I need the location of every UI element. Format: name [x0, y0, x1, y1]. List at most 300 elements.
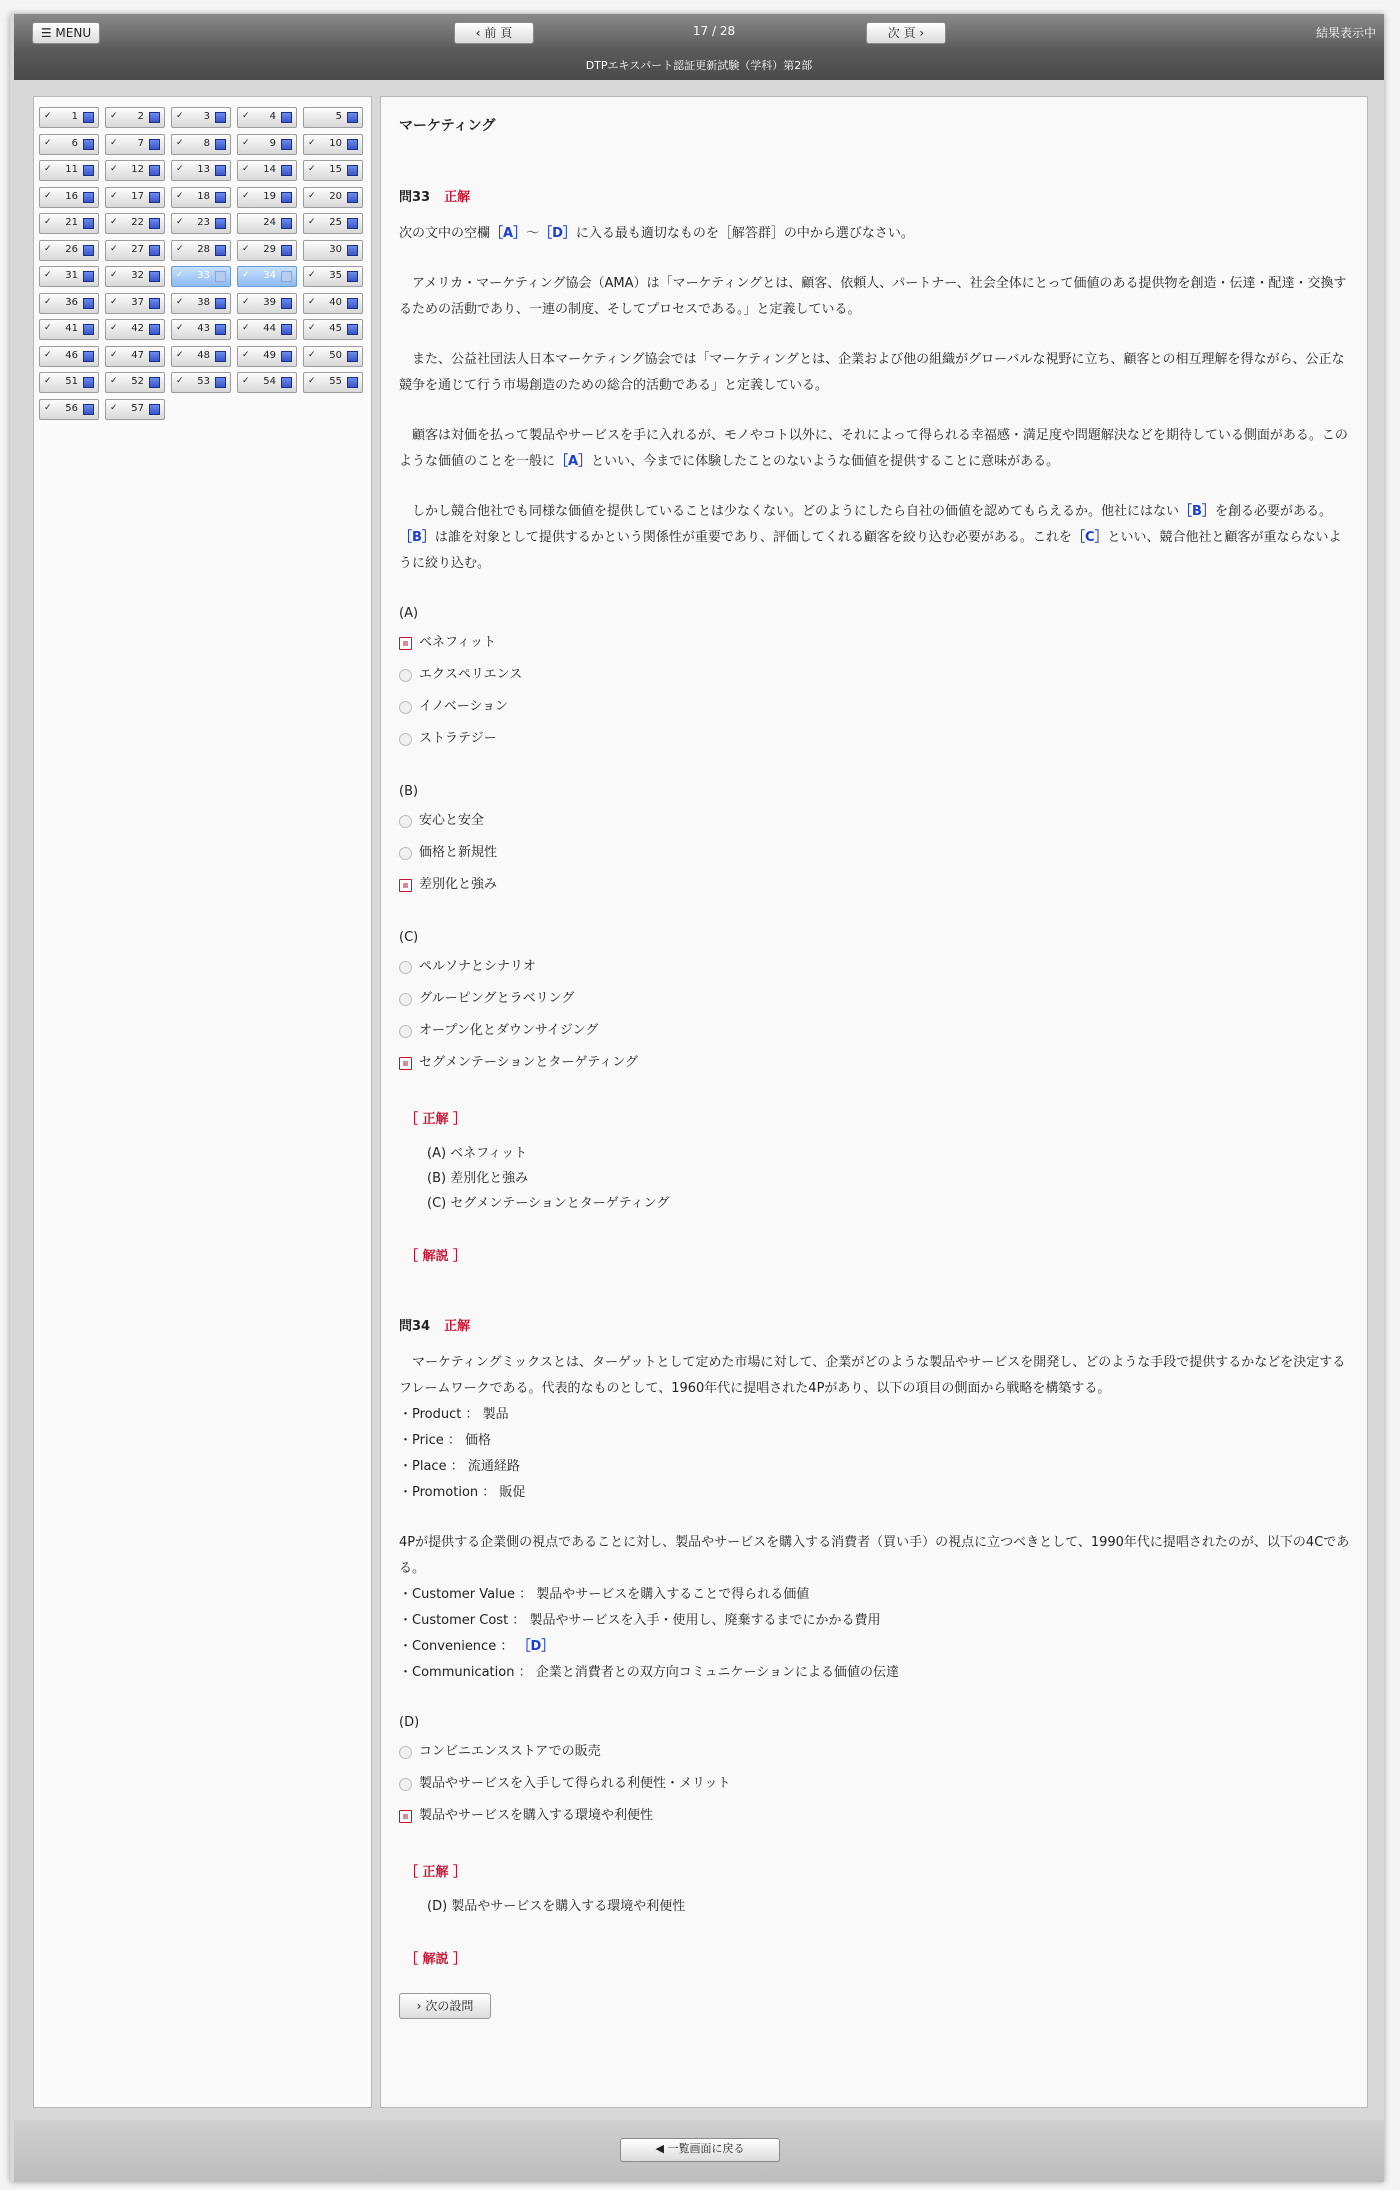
- question-number: 28: [197, 243, 210, 255]
- flag-icon[interactable]: [149, 218, 160, 229]
- question-number: 27: [131, 243, 144, 255]
- question-button[interactable]: [39, 372, 99, 393]
- check-icon: ✓: [242, 296, 250, 307]
- flag-icon[interactable]: [83, 377, 94, 388]
- question-button[interactable]: [303, 293, 363, 314]
- flag-icon[interactable]: [149, 112, 160, 123]
- question-button[interactable]: [39, 266, 99, 287]
- option-label: 安心と安全: [419, 813, 485, 828]
- question-button[interactable]: [237, 240, 297, 261]
- question-button[interactable]: [39, 134, 99, 155]
- question-button[interactable]: [105, 319, 165, 340]
- question-number: 1: [71, 111, 78, 122]
- flag-icon[interactable]: [281, 165, 292, 176]
- option-label: 製品やサービスを入手して得られる利便性・メリット: [419, 1776, 731, 1791]
- check-icon: ✓: [110, 164, 118, 174]
- menu-button[interactable]: ☰ MENU: [32, 22, 100, 44]
- check-icon: ✓: [44, 296, 52, 307]
- question-button[interactable]: [237, 372, 297, 393]
- question-button[interactable]: [303, 372, 363, 393]
- question-button[interactable]: [105, 160, 165, 181]
- blank-a: ［A］: [555, 454, 592, 469]
- question-number: 11: [65, 164, 78, 175]
- question-button[interactable]: [237, 266, 297, 287]
- check-icon: ✓: [308, 190, 316, 201]
- question-number: 4: [269, 111, 276, 122]
- flag-icon[interactable]: [347, 192, 358, 203]
- list-item: ・Communication ： 企業と消費者との双方向コミュニケーションによる価値の伝達: [399, 1665, 899, 1680]
- text: しかし競合他社でも同様な価値を提供していることは少なくない。どのようにしたら自社の価値を認めてもらえるか。他社にはない: [412, 504, 1180, 519]
- question-number: 51: [65, 376, 78, 387]
- check-icon: ✓: [110, 296, 118, 307]
- question-button[interactable]: [171, 187, 231, 208]
- question-number: 56: [65, 402, 78, 414]
- check-icon: ✓: [44, 190, 52, 201]
- flag-icon[interactable]: [149, 404, 160, 415]
- answer-line: (C) セグメンテーションとターゲティング: [427, 1196, 670, 1211]
- flag-icon[interactable]: [149, 271, 160, 282]
- flag-icon[interactable]: [281, 192, 292, 203]
- check-icon: ✓: [242, 243, 250, 254]
- question-button[interactable]: [39, 240, 99, 261]
- flag-icon[interactable]: [281, 298, 292, 309]
- question-button[interactable]: [237, 293, 297, 314]
- blank-c: ［C］: [1071, 530, 1108, 545]
- question-button[interactable]: [105, 293, 165, 314]
- question-number: 問33: [399, 190, 431, 205]
- check-icon: ✓: [44, 217, 52, 227]
- check-icon: ✓: [176, 296, 184, 307]
- question-button[interactable]: [303, 134, 363, 155]
- answer-heading: ［ 正解 ］: [405, 1112, 467, 1127]
- blank-d: ［D］: [539, 226, 576, 241]
- check-icon: ✓: [176, 349, 184, 360]
- text: 顧客は対価を払って製品やサービスを手に入れるが、モノやコト以外に、それによって得られる幸福感・満足度や問題解決などを期待している側面がある。このような価値のことを一般に: [399, 428, 1348, 469]
- option[interactable]: [399, 1800, 1351, 1832]
- question-number: 35: [329, 270, 342, 281]
- flag-icon[interactable]: [347, 351, 358, 362]
- question-button[interactable]: [105, 107, 165, 128]
- list-item: [399, 1634, 1351, 1660]
- question-number: 54: [263, 376, 276, 387]
- question-number: 22: [131, 217, 144, 228]
- paragraph: アメリカ・マーケティング協会（AMA）は「マーケティングとは、顧客、依頼人、パートナー、社会全体にとって価値のある提供物を創造・伝達・配達・交換するための活動であり、一連の制度、そしてプロセスである。」と定義している。: [399, 276, 1347, 317]
- paragraph: また、公益社団法人日本マーケティング協会では「マーケティングとは、企業および他の組織がグローバルな視野に立ち、顧客との相互理解を得ながら、公正な競争を通じて行う市場創造のための総合的活動である」と定義している。: [399, 352, 1345, 393]
- check-icon: ✓: [110, 111, 118, 121]
- question-header: [399, 185, 1351, 211]
- flag-icon[interactable]: [347, 218, 358, 229]
- question-number: 43: [197, 323, 210, 334]
- question-number: 19: [263, 190, 276, 202]
- check-icon: ✓: [110, 323, 118, 333]
- question-number: 29: [263, 243, 276, 255]
- radio-icon[interactable]: [399, 815, 412, 828]
- check-icon: ✓: [242, 270, 250, 280]
- flag-icon[interactable]: [281, 218, 292, 229]
- flag-icon[interactable]: [281, 351, 292, 362]
- flag-icon[interactable]: [149, 324, 160, 335]
- check-icon: ✓: [242, 190, 250, 201]
- question-number: 26: [65, 243, 78, 255]
- option[interactable]: [399, 983, 1351, 1015]
- list-item: ・Customer Value ： 製品やサービスを購入することで得られる価値: [399, 1587, 810, 1602]
- flag-icon[interactable]: [215, 271, 226, 282]
- question-number: 2: [137, 111, 144, 122]
- flag-icon[interactable]: [149, 165, 160, 176]
- option[interactable]: [399, 1047, 1351, 1079]
- question-number: 46: [65, 349, 78, 361]
- question-number: 48: [197, 349, 210, 361]
- option-label: オープン化とダウンサイジング: [419, 1023, 599, 1038]
- flag-icon[interactable]: [281, 271, 292, 282]
- option-label: コンビニエンスストアでの販売: [419, 1744, 601, 1759]
- flag-icon[interactable]: [347, 112, 358, 123]
- blank-d: ［D］: [517, 1639, 555, 1654]
- question-number: 38: [197, 296, 210, 308]
- question-button[interactable]: [171, 134, 231, 155]
- check-icon: ✓: [176, 323, 184, 333]
- radio-icon[interactable]: [399, 847, 412, 860]
- question-header: [399, 1314, 1351, 1340]
- flag-icon[interactable]: [347, 165, 358, 176]
- question-number: 6: [71, 137, 78, 149]
- flag-icon[interactable]: [149, 245, 160, 256]
- option-label: セグメンテーションとターゲティング: [419, 1055, 639, 1070]
- check-icon: ✓: [242, 323, 250, 333]
- list-item: ・Place ： 流通経路: [399, 1459, 520, 1474]
- flag-icon[interactable]: [83, 324, 94, 335]
- question-number: 8: [203, 137, 210, 149]
- question-number: 33: [197, 270, 210, 281]
- question-number: 40: [329, 296, 342, 308]
- flag-icon[interactable]: [83, 404, 94, 415]
- flag-icon[interactable]: [149, 298, 160, 309]
- question-button[interactable]: [105, 187, 165, 208]
- paragraph: マーケティングミックスとは、ターゲットとして定めた市場に対して、企業がどのような製品やサービスを開発し、どのような手段で提供するかなどを決定するフレームワークである。代表的なものとして、1960年代に提唱された4Pがあり、以下の項目の側面から戦略を構築する。: [399, 1355, 1346, 1396]
- check-icon: ✓: [44, 243, 52, 254]
- result-mode-label: 結果表示中: [1315, 26, 1376, 40]
- text: といい、今までに体験したことのないような価値を提供することに意味がある。: [591, 454, 1060, 469]
- question-button[interactable]: [237, 187, 297, 208]
- flag-icon[interactable]: [149, 139, 160, 150]
- button-label: 次の設問: [425, 1999, 474, 2013]
- question-button[interactable]: [171, 107, 231, 128]
- question-number: 17: [131, 190, 144, 202]
- question-button[interactable]: [171, 372, 231, 393]
- check-icon: ✓: [110, 137, 118, 148]
- text: といい、競合他社と顧客が重ならないように絞り込む。: [399, 530, 1342, 571]
- question-instruction: [399, 221, 1351, 247]
- answer-line: (A) ベネフィット: [427, 1146, 528, 1161]
- question-button[interactable]: [171, 266, 231, 287]
- check-icon: ✓: [308, 296, 316, 307]
- flag-icon[interactable]: [83, 271, 94, 282]
- question-button[interactable]: [303, 266, 363, 287]
- radio-icon[interactable]: [399, 1025, 412, 1038]
- check-icon: ✓: [242, 349, 250, 360]
- question-button[interactable]: [237, 346, 297, 367]
- question-number: 14: [263, 164, 276, 175]
- check-icon: ✓: [242, 111, 250, 121]
- check-icon: ✓: [242, 137, 250, 148]
- question-button[interactable]: [171, 319, 231, 340]
- question-number: 47: [131, 349, 144, 361]
- check-icon: ✓: [308, 376, 316, 386]
- question-button[interactable]: [39, 346, 99, 367]
- text: を創る必要がある。: [1214, 504, 1332, 519]
- question-button[interactable]: [303, 107, 363, 128]
- question-number: 45: [329, 323, 342, 334]
- check-icon: ✓: [308, 349, 316, 360]
- question-button[interactable]: [39, 293, 99, 314]
- check-icon: ✓: [308, 137, 316, 148]
- question-button[interactable]: [105, 266, 165, 287]
- text: 〜: [526, 226, 540, 241]
- question-button[interactable]: [39, 399, 99, 420]
- explanation-heading: ［ 解説 ］: [405, 1952, 467, 1967]
- check-icon: ✓: [110, 217, 118, 227]
- question-number: 42: [131, 323, 144, 334]
- flag-icon[interactable]: [215, 112, 226, 123]
- text: ・Convenience ：: [399, 1639, 514, 1654]
- question-button[interactable]: [39, 187, 99, 208]
- question-button[interactable]: [39, 319, 99, 340]
- option-label: グルーピングとラベリング: [419, 991, 575, 1006]
- check-icon: ✓: [176, 243, 184, 254]
- question-button[interactable]: [237, 213, 297, 234]
- flag-icon[interactable]: [83, 165, 94, 176]
- flag-icon[interactable]: [149, 377, 160, 388]
- blank-b: ［B］: [399, 530, 435, 545]
- flag-icon[interactable]: [347, 271, 358, 282]
- question-button[interactable]: [105, 240, 165, 261]
- top-toolbar: [14, 14, 1384, 80]
- question-number: 25: [329, 217, 342, 228]
- option[interactable]: [399, 627, 1351, 659]
- question-number: 7: [137, 137, 144, 149]
- question-button[interactable]: [39, 160, 99, 181]
- question-button[interactable]: [39, 107, 99, 128]
- question-number: 21: [65, 217, 78, 228]
- option[interactable]: [399, 837, 1351, 869]
- chevron-right-icon: ›: [416, 1999, 422, 2013]
- question-button[interactable]: [237, 134, 297, 155]
- list-item: ・Product ： 製品: [399, 1407, 509, 1422]
- prev-page-button[interactable]: ‹ 前 頁: [454, 22, 534, 44]
- question-number: 49: [263, 349, 276, 361]
- flag-icon[interactable]: [215, 298, 226, 309]
- question-button[interactable]: [303, 240, 363, 261]
- question-number: 39: [263, 296, 276, 308]
- question-number: 44: [263, 323, 276, 334]
- check-icon: ✓: [176, 217, 184, 227]
- question-number: 32: [131, 270, 144, 281]
- flag-icon[interactable]: [149, 351, 160, 362]
- check-icon: ✓: [44, 164, 52, 174]
- flag-icon[interactable]: [83, 139, 94, 150]
- flag-icon[interactable]: [215, 165, 226, 176]
- radio-icon[interactable]: [399, 993, 412, 1006]
- group-label: (D): [399, 1715, 420, 1730]
- question-button[interactable]: [171, 213, 231, 234]
- flag-icon[interactable]: [149, 192, 160, 203]
- question-button[interactable]: [237, 107, 297, 128]
- flag-icon[interactable]: [347, 245, 358, 256]
- question-number: 20: [329, 190, 342, 202]
- question-number: 16: [65, 190, 78, 202]
- check-icon: ✓: [176, 164, 184, 174]
- question-button[interactable]: [303, 213, 363, 234]
- flag-icon[interactable]: [215, 218, 226, 229]
- bottom-bar: [14, 2120, 1384, 2182]
- page-indicator: 17 / 28: [692, 24, 736, 38]
- flag-icon[interactable]: [347, 139, 358, 150]
- question-number: 30: [329, 243, 342, 255]
- question-number: 5: [335, 111, 342, 122]
- exam-title: DTPエキスパート認証更新試験（学科）第2部: [585, 59, 813, 72]
- question-number: 36: [65, 296, 78, 308]
- flag-icon[interactable]: [281, 112, 292, 123]
- flag-icon[interactable]: [83, 218, 94, 229]
- radio-icon[interactable]: [399, 1746, 412, 1759]
- flag-icon[interactable]: [215, 324, 226, 335]
- option[interactable]: [399, 805, 1351, 837]
- question-button[interactable]: [237, 319, 297, 340]
- flag-icon[interactable]: [215, 192, 226, 203]
- selected-radio-icon[interactable]: [399, 879, 412, 892]
- radio-icon[interactable]: [399, 701, 412, 714]
- question-button[interactable]: [105, 399, 165, 420]
- question-number: 23: [197, 217, 210, 228]
- option[interactable]: [399, 869, 1351, 901]
- question-number: 41: [65, 323, 78, 334]
- option[interactable]: [399, 691, 1351, 723]
- question-number: 問34: [399, 1319, 431, 1334]
- question-button[interactable]: [303, 187, 363, 208]
- question-button[interactable]: [303, 319, 363, 340]
- selected-radio-icon[interactable]: [399, 637, 412, 650]
- question-navigator: [33, 96, 372, 2108]
- check-icon: ✓: [176, 137, 184, 148]
- check-icon: ✓: [44, 376, 52, 386]
- question-button[interactable]: [105, 213, 165, 234]
- flag-icon[interactable]: [215, 377, 226, 388]
- group-label: (C): [399, 930, 419, 945]
- check-icon: ✓: [242, 376, 250, 386]
- list-item: ・Promotion ： 販促: [399, 1485, 526, 1500]
- flag-icon[interactable]: [83, 298, 94, 309]
- question-button[interactable]: [105, 346, 165, 367]
- question-button[interactable]: [237, 160, 297, 181]
- flag-icon[interactable]: [347, 298, 358, 309]
- flag-icon[interactable]: [347, 377, 358, 388]
- question-number: 37: [131, 296, 144, 308]
- flag-icon[interactable]: [83, 245, 94, 256]
- answer-line: (D) 製品やサービスを購入する環境や利便性: [427, 1899, 686, 1914]
- question-button[interactable]: [303, 346, 363, 367]
- check-icon: ✓: [110, 349, 118, 360]
- group-label: (B): [399, 784, 419, 799]
- question-button[interactable]: [171, 160, 231, 181]
- check-icon: ✓: [44, 137, 52, 148]
- radio-icon[interactable]: [399, 961, 412, 974]
- flag-icon[interactable]: [281, 324, 292, 335]
- flag-icon[interactable]: [281, 377, 292, 388]
- flag-icon[interactable]: [83, 192, 94, 203]
- result-badge: 正解: [444, 1319, 471, 1334]
- flag-icon[interactable]: [347, 324, 358, 335]
- check-icon: ✓: [242, 164, 250, 174]
- question-number: 10: [329, 137, 342, 149]
- radio-icon[interactable]: [399, 1778, 412, 1791]
- flag-icon[interactable]: [215, 351, 226, 362]
- result-badge: 正解: [444, 190, 471, 205]
- option[interactable]: [399, 951, 1351, 983]
- radio-icon[interactable]: [399, 733, 412, 746]
- check-icon: ✓: [176, 376, 184, 386]
- selected-radio-icon[interactable]: [399, 1810, 412, 1823]
- text: 次の文中の空欄: [399, 226, 491, 241]
- check-icon: ✓: [44, 111, 52, 121]
- question-button[interactable]: [171, 240, 231, 261]
- question-number: 9: [269, 137, 276, 149]
- next-page-button[interactable]: 次 頁 ›: [866, 22, 946, 44]
- paragraph: 4Pが提供する企業側の視点であることに対し、製品やサービスを購入する消費者（買い手）の視点に立つべきとして、1990年代に提唱されたのが、以下の4Cである。: [399, 1535, 1350, 1576]
- question-button[interactable]: [39, 213, 99, 234]
- selected-radio-icon[interactable]: [399, 1057, 412, 1070]
- check-icon: ✓: [110, 402, 118, 413]
- check-icon: ✓: [308, 164, 316, 174]
- option[interactable]: [399, 1736, 1351, 1768]
- radio-icon[interactable]: [399, 669, 412, 682]
- option-label: ストラテジー: [419, 731, 497, 746]
- option[interactable]: [399, 1015, 1351, 1047]
- check-icon: ✓: [176, 111, 184, 121]
- group-label: (A): [399, 606, 419, 621]
- next-question-button[interactable]: [399, 1993, 491, 2019]
- flag-icon[interactable]: [83, 351, 94, 362]
- option[interactable]: [399, 659, 1351, 691]
- list-item: ・Customer Cost ： 製品やサービスを入手・使用し、廃棄するまでにかかる費用: [399, 1613, 881, 1628]
- answer-heading: ［ 正解 ］: [405, 1865, 467, 1880]
- question-button[interactable]: [303, 160, 363, 181]
- check-icon: ✓: [308, 323, 316, 333]
- flag-icon[interactable]: [83, 112, 94, 123]
- flag-icon[interactable]: [281, 139, 292, 150]
- option[interactable]: [399, 723, 1351, 755]
- question-number: 31: [65, 270, 78, 281]
- question-button[interactable]: [105, 372, 165, 393]
- check-icon: ✓: [176, 270, 184, 280]
- back-to-list-button[interactable]: [620, 2138, 780, 2162]
- question-content: [380, 96, 1368, 2108]
- question-button[interactable]: [171, 293, 231, 314]
- circle-arrow-left-icon: ◀: [655, 2142, 664, 2155]
- option[interactable]: [399, 1768, 1351, 1800]
- question-button[interactable]: [171, 346, 231, 367]
- flag-icon[interactable]: [215, 245, 226, 256]
- option-label: ペルソナとシナリオ: [419, 959, 536, 974]
- check-icon: ✓: [308, 217, 316, 227]
- list-item: ・Price ： 価格: [399, 1433, 491, 1448]
- question-number: 24: [263, 217, 276, 228]
- flag-icon[interactable]: [281, 245, 292, 256]
- question-button[interactable]: [105, 134, 165, 155]
- flag-icon[interactable]: [215, 139, 226, 150]
- question-number: 34: [263, 270, 276, 281]
- option-label: 製品やサービスを購入する環境や利便性: [419, 1808, 654, 1823]
- question-number: 18: [197, 190, 210, 202]
